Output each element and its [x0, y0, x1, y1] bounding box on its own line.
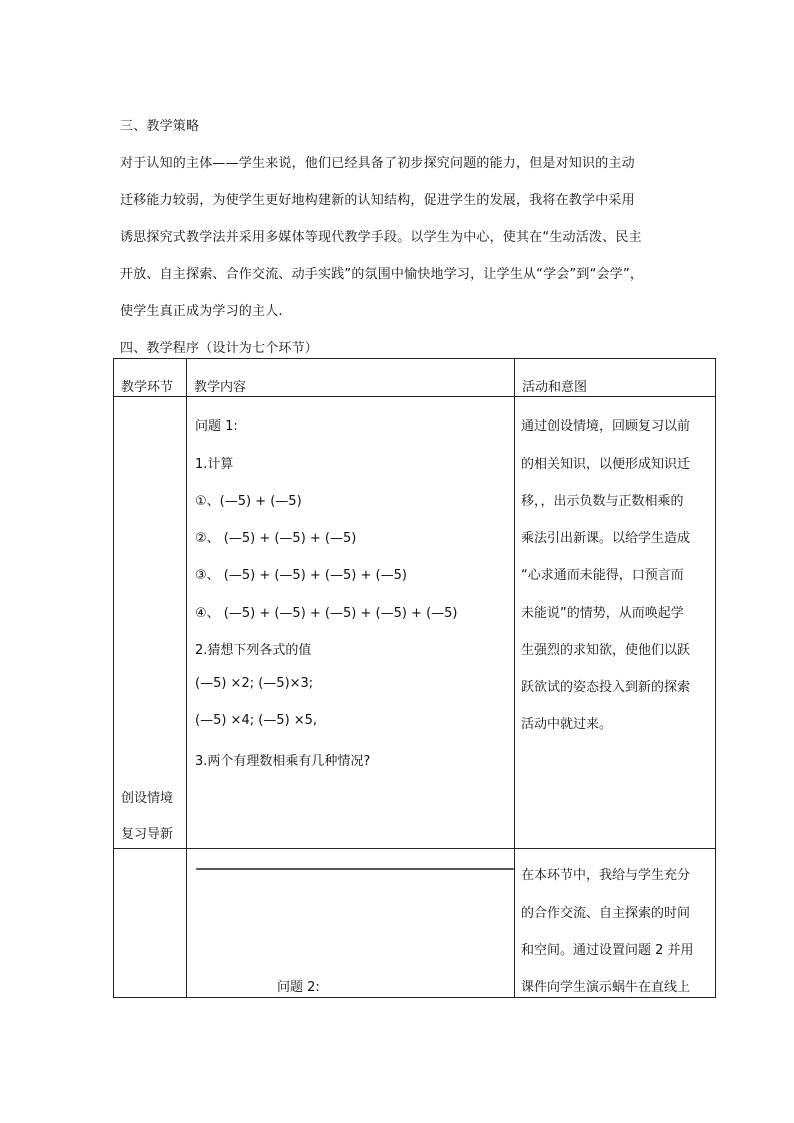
row1-stage-line-1: 创设情境 [121, 791, 174, 806]
guess-line-1: (—5) ×2; (—5)×3; [195, 676, 314, 691]
guess-line-2: (—5) ×4; (—5) ×5, [195, 713, 318, 728]
row1-activity-line-4: 乘法引出新课。以给学生造成 [521, 531, 691, 546]
procedure-heading: 四、教学程序（设计为七个环节） [120, 341, 319, 356]
row1-activity-line-3: 移，，出示负数与正数相乘的 [521, 494, 684, 509]
row1-activity-line-1: 通过创设情境，回顾复习以前 [521, 419, 691, 434]
strategy-heading: 三、教学策略 [120, 119, 200, 134]
strategy-line-2: 迁移能力较弱，为使学生更好地构建新的认知结构，促进学生的发展，我将在教学中采用 [120, 193, 635, 208]
teaching-procedure-table [113, 358, 715, 996]
row2-content-cell [187, 849, 515, 998]
header-stage: 教学环节 [121, 380, 174, 395]
row1-activity-line-5: “心求通而未能得，口预言而 [521, 568, 684, 583]
strategy-line-3: 诱思探究式教学法并采用多媒体等现代教学手段。以学生为中心，使其在“生动活泼、民主 [120, 230, 642, 245]
table-row [114, 849, 716, 998]
table-row [114, 397, 716, 849]
row1-activity-line-9: 活动中就过来。 [521, 717, 613, 732]
row1-activity-line-6: 未能说”的情势，从而唤起学 [521, 606, 684, 621]
header-content-cell [187, 359, 515, 397]
row2-activity-line-3: 和空间。通过设置问题 2 并用 [521, 943, 694, 958]
calc-item-3: ③、 (—5) + (—5) + (—5) + (—5) [195, 568, 407, 583]
row2-activity-line-4: 课件向学生演示蜗牛在直线上 [521, 980, 691, 995]
row1-activity-line-2: 的相关知识，以便形成知识迁 [521, 457, 691, 472]
strategy-line-4: 开放、自主探索、合作交流、动手实践”的氛围中愉快地学习，让学生从“学会”到“会学”， [120, 267, 644, 282]
calc-heading: 1.计算 [195, 457, 234, 472]
row1-content-cell [187, 397, 515, 849]
header-activity-cell [515, 359, 716, 397]
row1-activity-line-7: 生强烈的求知欲，使他们以跃 [521, 643, 691, 658]
row2-activity-cell [515, 849, 716, 998]
table-header-row [114, 359, 716, 397]
row1-activity-cell [515, 397, 716, 849]
header-stage-cell [114, 359, 187, 397]
header-activity: 活动和意图 [522, 380, 588, 395]
row1-stage-line-2: 复习导新 [121, 827, 174, 842]
question-3: 3.两个有理数相乘有几种情况? [195, 754, 371, 769]
guess-heading: 2.猜想下列各式的值 [195, 643, 312, 658]
problem2-title: 问题 2: [277, 980, 320, 995]
row2-stage-cell [114, 849, 187, 998]
horizontal-rule [196, 868, 514, 870]
row2-activity-line-1: 在本环节中，我给与学生充分 [521, 868, 691, 883]
header-content: 教学内容 [194, 380, 247, 395]
calc-item-1: ①、(—5) + (—5) [195, 494, 302, 509]
calc-item-4: ④、 (—5) + (—5) + (—5) + (—5) + (—5) [195, 606, 458, 621]
calc-item-2: ②、 (—5) + (—5) + (—5) [195, 531, 357, 546]
row1-activity-line-8: 跃欲试的姿态投入到新的探索 [521, 680, 691, 695]
row2-activity-line-2: 的合作交流、自主探索的时间 [521, 906, 691, 921]
row1-stage-cell [114, 397, 187, 849]
strategy-line-1: 对于认知的主体——学生来说，他们已经具备了初步探究问题的能力，但是对知识的主动 [120, 156, 635, 171]
problem1-title: 问题 1: [195, 419, 238, 434]
strategy-line-5: 使学生真正成为学习的主人. [120, 304, 283, 319]
